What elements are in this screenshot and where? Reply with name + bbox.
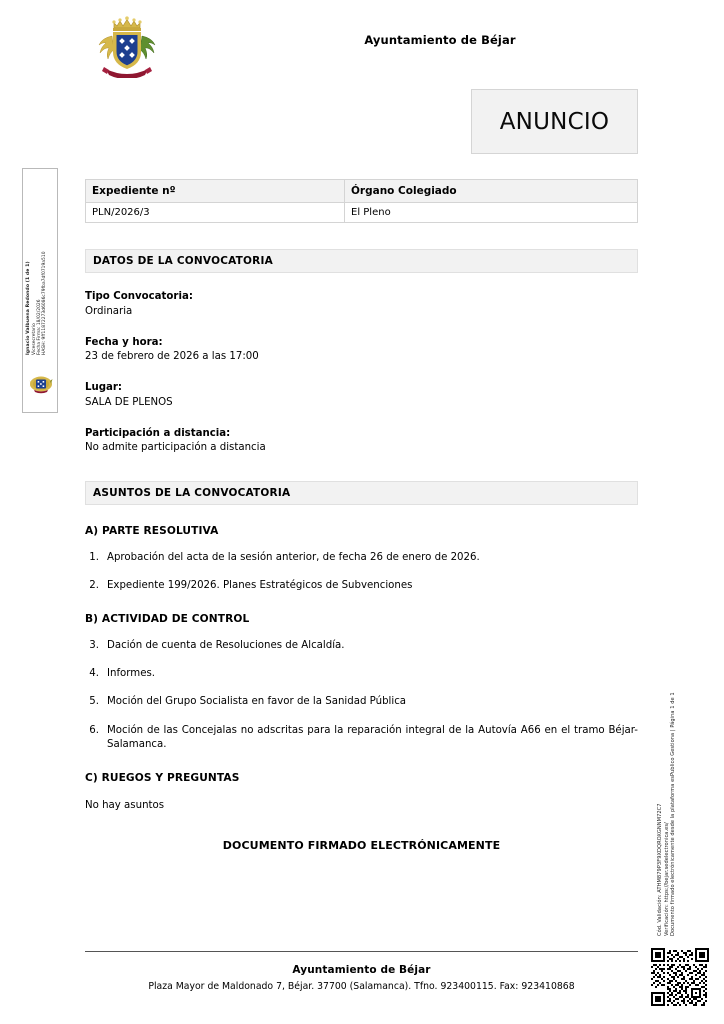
list-item <box>85 551 638 565</box>
agenda-text: Moción del Grupo Socialista en favor de la Sanidad Pública <box>107 696 407 708</box>
section-banner-datos: DATOS DE LA CONVOCATORIA <box>85 249 638 273</box>
field-label: Tipo Convocatoria: <box>85 291 193 302</box>
cell-organo-colegiado: El Pleno <box>345 203 638 223</box>
signature-text-block <box>23 169 57 359</box>
agenda-number: 3. <box>89 640 99 652</box>
agenda-text: Expediente 199/2026. Planes Estratégicos de Subvenciones <box>107 580 413 592</box>
footer-address: Plaza Mayor de Maldonado 7, Béjar. 37700 (Salamanca). Tfno. 923400115. Fax: 923410868 <box>148 981 575 992</box>
table-row <box>86 203 638 223</box>
field-label: Participación a distancia: <box>85 427 231 439</box>
column-header-expediente: Expediente nº <box>86 180 345 203</box>
field-lugar <box>85 381 638 410</box>
agenda-number: 5. <box>89 696 99 708</box>
expediente-table <box>85 179 638 223</box>
table-header-row <box>86 180 638 203</box>
field-value: No admite participación a distancia <box>85 442 266 454</box>
field-participacion-distancia <box>85 427 638 456</box>
agenda-number: 4. <box>89 668 99 680</box>
no-items-note: No hay asuntos <box>85 799 165 811</box>
list-item <box>85 579 638 593</box>
cell-expediente-numero: PLN/2026/3 <box>86 203 345 223</box>
group-heading-c: C) RUEGOS Y PREGUNTAS <box>85 771 240 784</box>
signature-sidebar <box>22 168 58 413</box>
bejar-coat-of-arms-icon <box>96 12 158 78</box>
field-value: 23 de febrero de 2026 a las 17:00 <box>85 351 259 363</box>
platform-note: Documento firmado electrónicamente desde la plataforma esPublico Gestiona | Página 1 de 1 <box>670 692 677 936</box>
document-body <box>85 179 638 852</box>
signer-name: Ignacio Valbuena Redondo (1 de 1) <box>26 261 31 355</box>
agenda-number: 1. <box>89 552 99 564</box>
list-item <box>85 724 638 752</box>
list-item <box>85 695 638 709</box>
electronic-signature-statement: DOCUMENTO FIRMADO ELECTRÓNICAMENTE <box>222 838 501 852</box>
column-header-organo: Órgano Colegiado <box>345 180 638 203</box>
section-banner-asuntos: ASUNTOS DE LA CONVOCATORIA <box>85 481 638 505</box>
validation-code: Cód. Validación: ATHM879P3F9XDQROXGNNM72C7 <box>657 803 663 936</box>
agenda-number: 2. <box>89 580 99 592</box>
footer-title: Ayuntamiento de Béjar <box>292 964 431 976</box>
anuncio-stamp <box>471 89 638 154</box>
signature-hash: HASH: 9ff11872273d6086c79fba7df0719a510 <box>42 251 48 355</box>
agenda-text: Moción de las Concejalas no adscritas para la reparación integral de la Autovía A66 en el tramo Béjar-Salamanca. <box>107 724 638 750</box>
field-label: Fecha y hora: <box>85 336 163 348</box>
field-value: SALA DE PLENOS <box>85 396 173 408</box>
qr-code-icon <box>651 948 709 1006</box>
agenda-text: Informes. <box>107 668 156 680</box>
field-label: Lugar: <box>85 382 123 394</box>
group-heading-b: B) ACTIVIDAD DE CONTROL <box>85 613 250 626</box>
signature-date: Fecha Firma: 18/02/2026 <box>36 299 42 355</box>
footer-divider <box>85 951 638 952</box>
list-item <box>85 639 638 653</box>
page-footer <box>85 951 638 992</box>
page-title: Ayuntamiento de Béjar <box>364 33 516 47</box>
agenda-number: 6. <box>89 724 99 736</box>
list-item <box>85 667 638 681</box>
signer-role: Vicesecretario <box>31 323 37 355</box>
signature-seal-icon <box>29 369 53 399</box>
group-heading-a: A) PARTE RESOLUTIVA <box>85 525 219 538</box>
agenda-text: Aprobación del acta de la sesión anterior, de fecha 26 de enero de 2026. <box>107 552 480 564</box>
field-fecha-hora <box>85 336 638 365</box>
verification-margin <box>655 630 691 940</box>
verification-url: Verificación: https://bejar.sedelectronica.es/ <box>663 822 670 936</box>
field-value: Ordinaria <box>85 305 133 317</box>
agenda-text: Dación de cuenta de Resoluciones de Alcaldía. <box>107 640 345 652</box>
field-tipo-convocatoria <box>85 290 638 319</box>
anuncio-stamp-label: ANUNCIO <box>499 108 610 135</box>
